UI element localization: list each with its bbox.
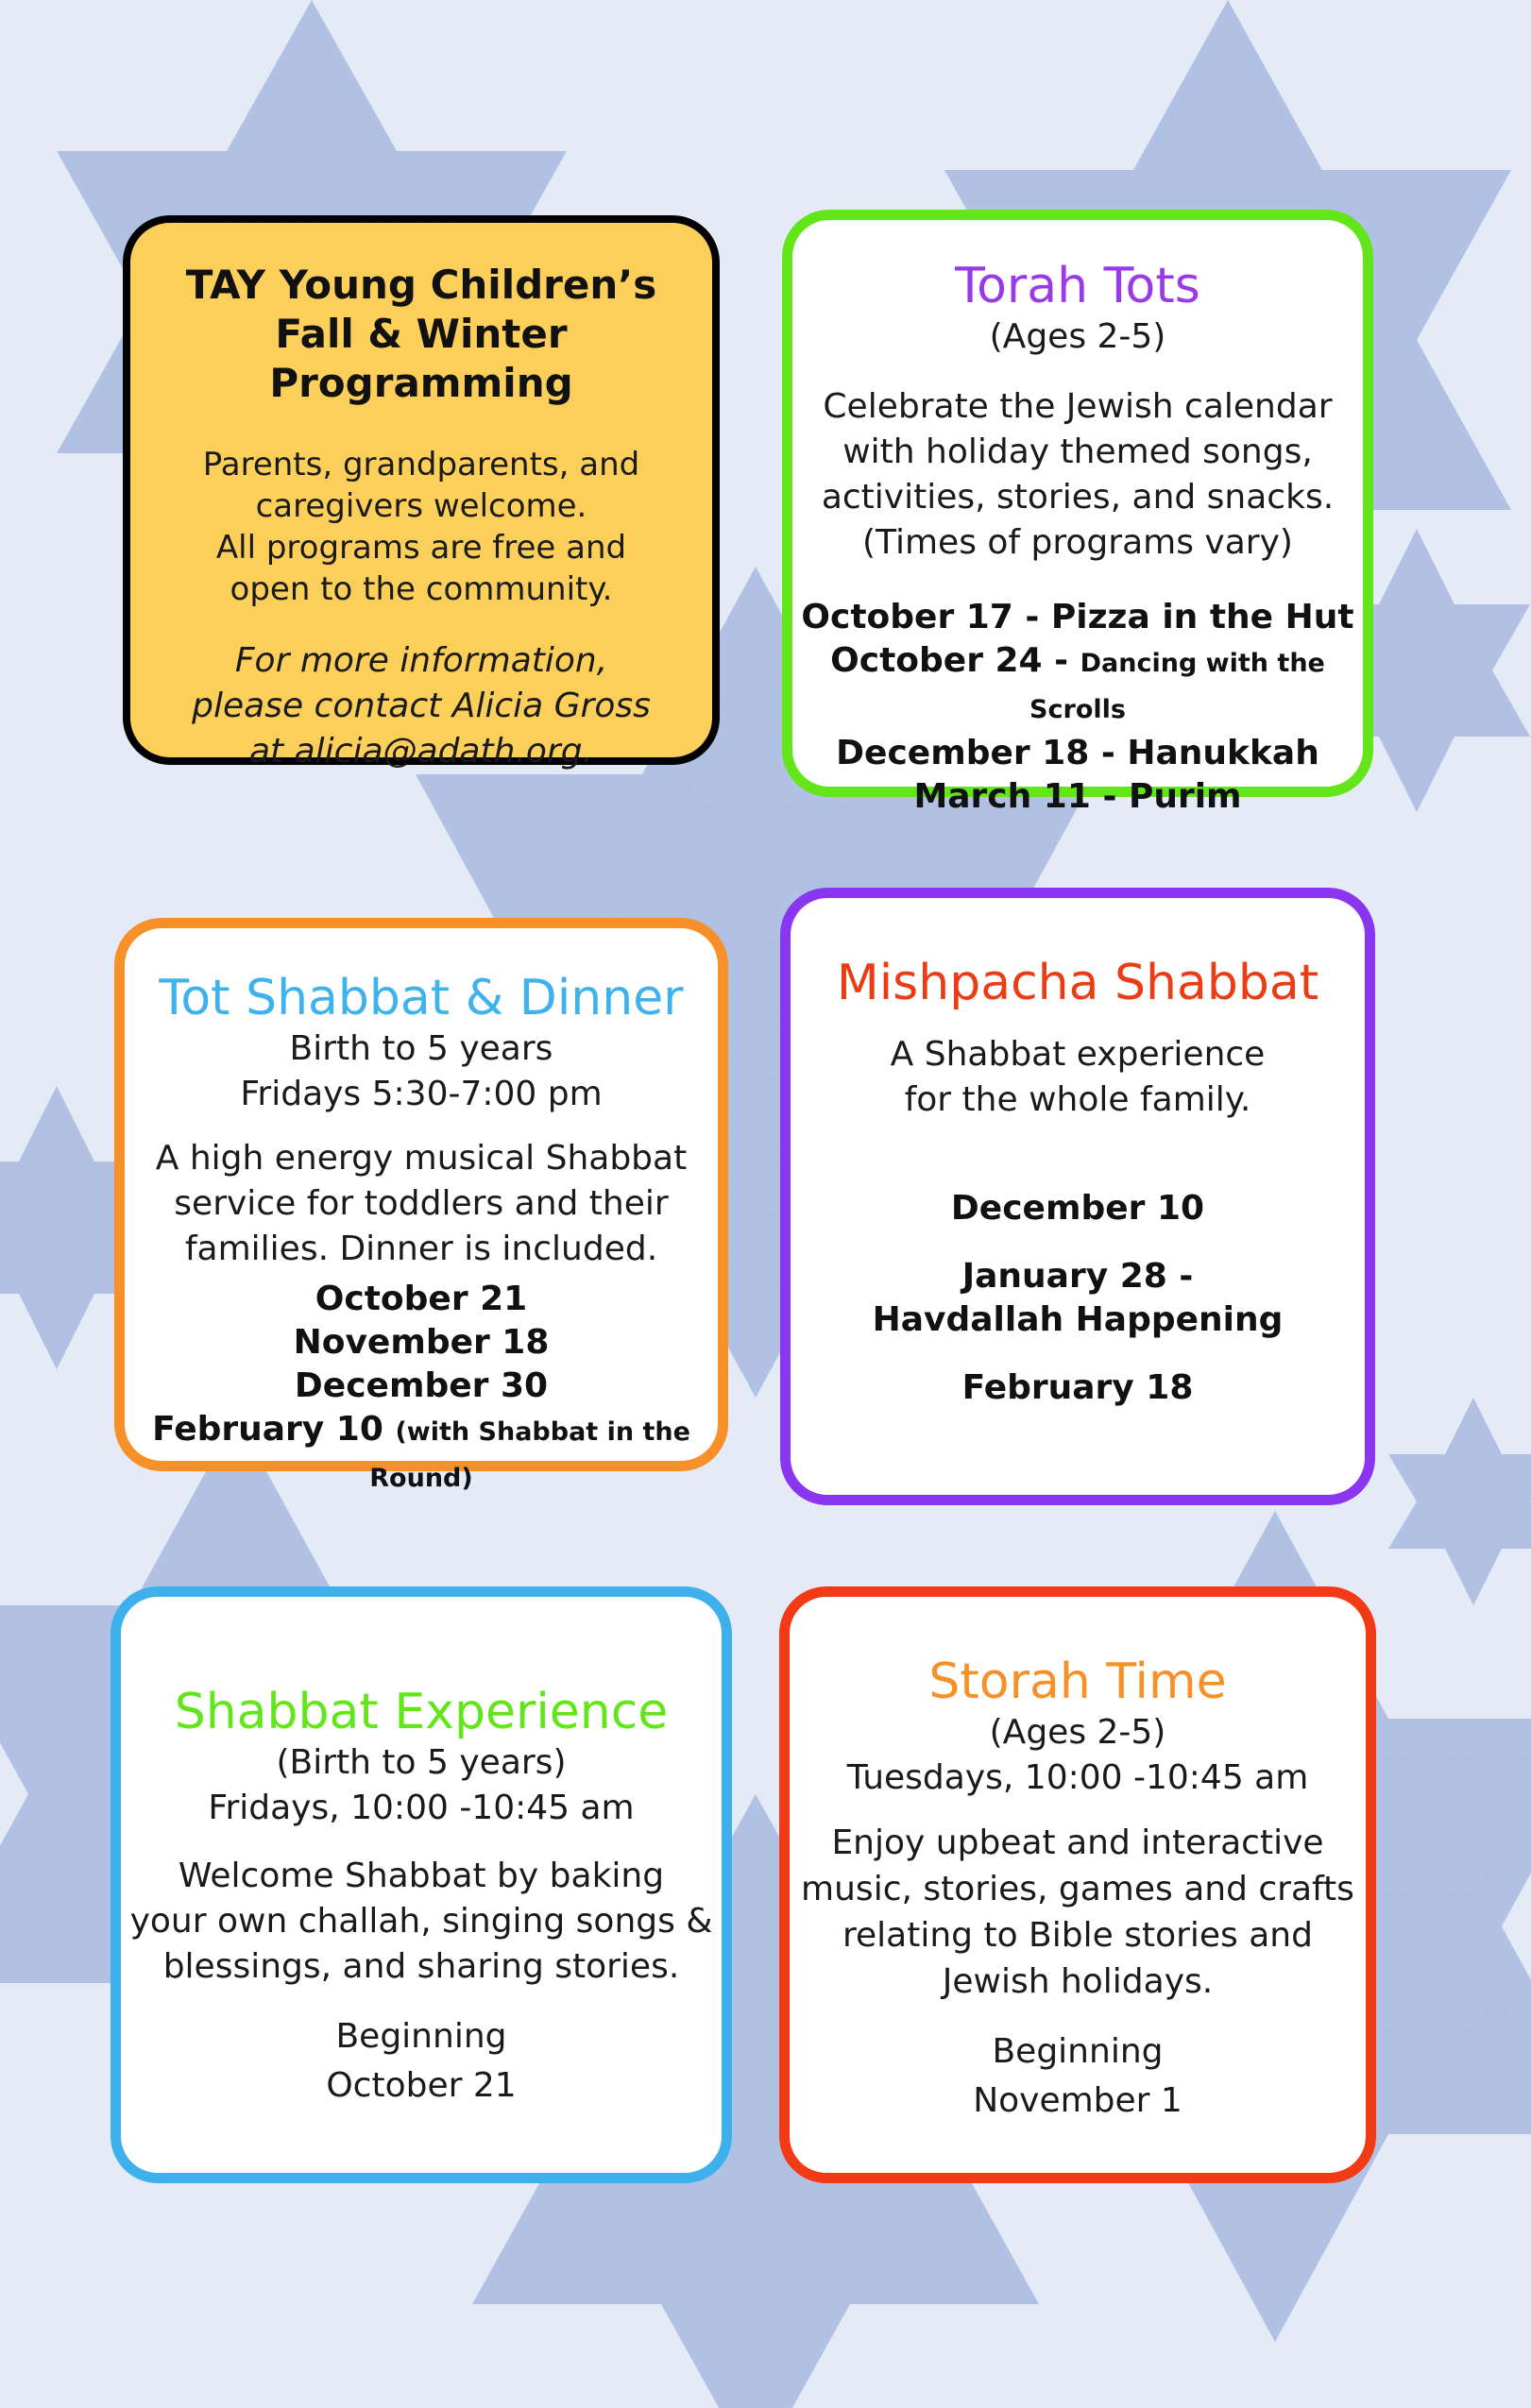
- description-line: relating to Bible stories and: [842, 1916, 1313, 1955]
- description-line: Jewish holidays.: [942, 1962, 1214, 2001]
- start-date: October 21: [326, 2066, 517, 2105]
- storah-time-title: Storah Time: [928, 1653, 1227, 1710]
- storah-time-start: [973, 2027, 1182, 2126]
- tot-shabbat-ages: Birth to 5 years: [289, 1029, 553, 1068]
- description-line: Celebrate the Jewish calendar: [823, 387, 1333, 426]
- date-item: February 18: [961, 1368, 1194, 1407]
- start-date: November 1: [973, 2081, 1182, 2120]
- mishpacha-description: [891, 1032, 1266, 1123]
- shabbat-experience-time: Fridays, 10:00 -10:45 am: [208, 1789, 635, 1827]
- welcome-line: caregivers welcome.: [255, 487, 587, 525]
- beginning-label: Beginning: [992, 2032, 1164, 2071]
- storah-time-description: [801, 1820, 1354, 2005]
- storah-time-ages: (Ages 2-5): [989, 1713, 1166, 1752]
- date-event: Havdallah Happening: [872, 1300, 1284, 1339]
- torah-tots-card: [782, 210, 1373, 816]
- description-line: blessings, and sharing stories.: [162, 1947, 680, 1986]
- tot-shabbat-time: Fridays 5:30-7:00 pm: [240, 1075, 603, 1113]
- description-line: your own challah, singing songs &: [129, 1902, 713, 1941]
- welcome-line: Parents, grandparents, and: [202, 446, 640, 483]
- shabbat-experience-ages: (Birth to 5 years): [276, 1743, 567, 1782]
- shabbat-experience-description: [130, 1854, 713, 1990]
- program-heading: TAY Young Children’s: [185, 262, 657, 308]
- description-line: for the whole family.: [904, 1080, 1251, 1119]
- program-heading-line2: Fall & Winter Programming: [269, 311, 573, 406]
- description-line: service for toddlers and their: [174, 1184, 669, 1223]
- date-item: December 30: [294, 1366, 549, 1405]
- date-item: December 18 - Hanukkah: [836, 734, 1319, 772]
- torah-tots-title: Torah Tots: [955, 258, 1200, 314]
- description-line: families. Dinner is included.: [184, 1229, 658, 1268]
- contact-email[interactable]: at alicia@adath.org.: [248, 732, 593, 771]
- description-line: A high energy musical Shabbat: [155, 1139, 688, 1178]
- date-item: October 21: [315, 1280, 528, 1318]
- tot-shabbat-dates: [125, 1278, 718, 1501]
- mishpacha-title: Mishpacha Shabbat: [836, 955, 1319, 1011]
- tot-shabbat-description: [156, 1136, 687, 1272]
- date-label: January 28 -: [961, 1257, 1194, 1296]
- tot-shabbat-card: [114, 918, 728, 1493]
- date-item: November 18: [293, 1323, 550, 1362]
- storah-time-time: Tuesdays, 10:00 -10:45 am: [846, 1758, 1309, 1797]
- description-line: with holiday themed songs,: [842, 432, 1313, 471]
- description-line: music, stories, games and crafts: [801, 1870, 1354, 1908]
- welcome-line: open to the community.: [230, 570, 613, 608]
- welcome-line: All programs are free and: [215, 529, 627, 567]
- description-line: A Shabbat experience: [890, 1035, 1266, 1074]
- shabbat-experience-title: Shabbat Experience: [174, 1684, 669, 1740]
- welcome-text: [203, 444, 639, 610]
- date-item: December 10: [950, 1189, 1205, 1228]
- mishpacha-shabbat-card: [780, 888, 1375, 1505]
- shabbat-experience-card: [111, 1586, 732, 2183]
- description-line: Enjoy upbeat and interactive: [831, 1823, 1324, 1862]
- tot-shabbat-title: Tot Shabbat & Dinner: [159, 970, 684, 1026]
- contact-line: For more information,: [234, 641, 608, 680]
- torah-tots-dates: [792, 596, 1363, 819]
- torah-tots-description: [822, 384, 1334, 566]
- intro-card: [123, 215, 720, 771]
- beginning-label: Beginning: [335, 2017, 507, 2056]
- storah-time-card: [779, 1586, 1376, 2183]
- contact-text: [192, 638, 651, 774]
- date-item: February 10 (with Shabbat in the Round): [152, 1410, 690, 1493]
- date-item: [873, 1255, 1284, 1342]
- date-item: October 17 - Pizza in the Hut: [801, 598, 1354, 636]
- date-item: October 24 - Dancing with the Scrolls: [830, 641, 1325, 724]
- shabbat-experience-start: [326, 2012, 516, 2111]
- contact-line: please contact Alicia Gross: [192, 687, 651, 725]
- torah-tots-ages: (Ages 2-5): [989, 317, 1166, 356]
- description-line: (Times of programs vary): [862, 523, 1293, 562]
- description-line: Welcome Shabbat by baking: [178, 1857, 665, 1895]
- description-line: activities, stories, and snacks.: [821, 478, 1335, 517]
- date-item: March 11 - Purim: [913, 777, 1242, 816]
